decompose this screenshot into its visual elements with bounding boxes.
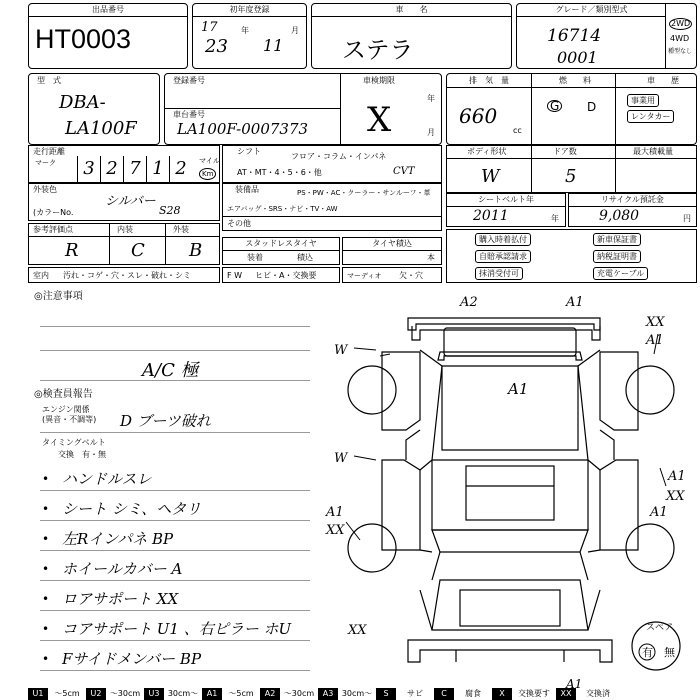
inspector-title: ◎検査員報告 — [34, 389, 93, 400]
notes-title: ◎注意事項 — [34, 291, 83, 302]
mileage-digit: 7 — [123, 156, 146, 182]
mileage-digit: 3 — [77, 156, 100, 182]
color-code: S28 — [159, 204, 181, 217]
recycle-value: 9,080 — [599, 208, 640, 224]
inspector-item: ホイールカバー A — [62, 560, 183, 578]
marker-condition-values: 欠・穴 — [399, 271, 423, 280]
color-label: 外装色 — [33, 185, 57, 194]
car-name-label: 車 名 — [312, 4, 511, 17]
mileage-label: 走行距離 — [33, 147, 65, 156]
first-registration-era: 17 — [201, 20, 218, 35]
mileage-unit-mile: マイル — [199, 157, 220, 165]
legend-value: 30cm〜 — [167, 689, 199, 698]
fuel-d: D — [587, 100, 597, 114]
shift-cvt: CVT — [393, 166, 415, 177]
legend-value: 腐食 — [465, 689, 481, 698]
inspector-rule — [40, 432, 310, 433]
inspection-label: 車検期限 — [363, 76, 395, 85]
tire-load-box — [342, 237, 442, 265]
grade-box — [516, 3, 697, 69]
recycle-label: リサイクル預託金 — [569, 194, 696, 207]
color-value: シルバー — [105, 194, 156, 209]
listing-number: HT0003 — [35, 24, 132, 54]
month-mark: 月 — [291, 26, 299, 35]
inspector-item: コアサポート U1 、右ピラー ホU — [62, 620, 292, 638]
mileage-unit-km: Km — [199, 168, 216, 180]
displacement-unit: cc — [513, 126, 522, 135]
model-type-label: 型 式 — [37, 76, 61, 85]
mark-right-front-xx: XX — [646, 315, 665, 330]
legend-value: サビ — [407, 689, 423, 698]
inspector-item: 左Rインパネ BP — [62, 530, 174, 548]
grade-top: 16714 — [547, 26, 602, 46]
list-item-bullet: • — [42, 532, 50, 546]
equipment-label: 装備品 — [235, 185, 259, 194]
engine-box — [446, 73, 697, 145]
mileage-digit: 2 — [169, 156, 192, 182]
drive-2wd: 2WD — [671, 19, 691, 28]
doc-charge-cable: 充電ケーブル — [593, 267, 648, 280]
legend-value: 〜30cm — [283, 689, 315, 698]
grade-label: グレード／類別型式 — [517, 4, 666, 17]
mark-w-left-rear: W — [334, 451, 348, 466]
equipment-row2: エアバッグ・SRS・ナビ・TV・AW — [227, 205, 338, 213]
spare-yes: 有 — [642, 647, 653, 659]
legend-key: A2 — [260, 688, 280, 700]
wheel-front-left — [348, 366, 396, 414]
body-value: W — [481, 166, 500, 187]
car-name: ステラ — [342, 36, 414, 64]
inspector-rule — [40, 490, 310, 491]
mileage-digit: 1 — [146, 156, 169, 182]
mileage-mark: マーク — [35, 159, 56, 167]
studless-loaded: 積込 — [297, 253, 313, 262]
spare-label: スペア — [646, 622, 674, 632]
wheel-front-right — [626, 366, 674, 414]
wheel-rear-right — [626, 524, 674, 572]
mileage-box — [28, 145, 220, 183]
engine-label: エンジン関係 — [42, 405, 90, 414]
mark-top-right: A1 — [566, 295, 584, 310]
fuel-g: G — [547, 100, 562, 112]
body-label: ボディ形状 — [467, 147, 507, 156]
marker-condition-row — [342, 267, 442, 283]
spare-no: 無 — [664, 647, 675, 659]
history-rental: レンタカー — [627, 110, 674, 123]
interior-score: C — [131, 240, 145, 261]
listing-number-label: 出品番号 — [29, 4, 187, 17]
doc-new-car-warranty: 新車保証書 — [593, 233, 641, 246]
drive-4wd: 4WD — [670, 34, 690, 43]
color-box — [28, 183, 220, 221]
chassis-label: 車台番号 — [173, 110, 205, 119]
list-item-bullet: • — [42, 472, 50, 486]
legend-value: 交換済 — [586, 689, 610, 698]
model-type-line1: DBA- — [59, 92, 106, 113]
first-registration-label: 初年度登録 — [193, 4, 306, 17]
inspector-item: シート シミ、ヘタリ — [62, 500, 202, 518]
legend-key: A1 — [202, 688, 222, 700]
inspector-item: ハンドルスレ — [62, 470, 152, 488]
first-registration-box — [192, 3, 307, 69]
inspector-item: Fサイドメンバー BP — [62, 650, 202, 668]
inspector-rule — [40, 520, 310, 521]
list-item-bullet: • — [42, 622, 50, 636]
rear-outline — [432, 580, 588, 630]
inspector-item: ロアサポート XX — [62, 590, 179, 608]
doc-purchase-notice: 購入時着払付 — [475, 233, 531, 246]
notes-rule — [40, 326, 310, 327]
timing-options: 交換 有・無 — [58, 450, 106, 459]
list-item-bullet: • — [42, 652, 50, 666]
vehicle-diagram — [320, 290, 700, 688]
legend-value: 交換要す — [518, 689, 550, 698]
mark-left-rear-xx: XX — [326, 523, 345, 538]
registration-label: 登録番号 — [173, 76, 205, 85]
notes-rule — [40, 350, 310, 351]
first-registration-year: 23 — [205, 36, 228, 57]
tire-load-unit: 本 — [427, 253, 435, 262]
mark-bottom-a1: A1 — [566, 677, 583, 688]
seatbelt-value: 2011 — [473, 208, 509, 224]
notes-line1: A/C 極 — [142, 360, 199, 381]
legend-key: C — [434, 688, 454, 700]
doc-auto-sale: 自賠承認請求 — [475, 250, 531, 263]
body-box — [446, 145, 697, 193]
mark-right-side-a1: A1 — [668, 469, 686, 484]
exterior-score-label: 外装 — [173, 225, 189, 234]
inspector-rule — [40, 670, 310, 671]
inspection-value: X — [367, 100, 392, 140]
legend-key: XX — [556, 688, 576, 700]
door-value: 5 — [565, 166, 577, 187]
mark-roof: A1 — [508, 380, 529, 398]
seatbelt-label: シートベルト年 — [447, 194, 565, 207]
model-type-line2: LA100F — [65, 118, 137, 139]
fw-condition-row — [222, 267, 340, 283]
interior-condition-row — [28, 267, 220, 283]
mark-top-left: A2 — [460, 295, 478, 310]
fw-condition-values: ヒビ・A・交換要 — [255, 271, 317, 280]
mark-w-left-front: W — [334, 343, 348, 358]
list-item-bullet: • — [42, 502, 50, 516]
recycle-unit: 円 — [683, 214, 691, 223]
interior-score-label: 内装 — [117, 225, 133, 234]
inspection-month-mark: 月 — [427, 128, 435, 137]
car-name-box — [311, 3, 512, 69]
exterior-score: B — [189, 240, 203, 261]
interior-condition-label: 室内 — [33, 271, 49, 280]
mark-bottom-left-xx: XX — [348, 623, 367, 638]
scores-box — [28, 223, 220, 265]
year-mark: 年 — [241, 26, 249, 35]
left-side-outline — [382, 352, 420, 430]
inspector-rule — [40, 580, 310, 581]
legend-key: U3 — [144, 688, 164, 700]
mark-left-rear-a1: A1 — [326, 505, 344, 520]
tire-load-label: タイヤ積込 — [343, 238, 441, 251]
color-code-label: (カラーNo. — [33, 208, 74, 217]
doc-tax-cert: 納税証明書 — [593, 250, 641, 263]
fuel-label: 燃 料 — [559, 76, 591, 85]
studless-label: スタッドレスタイヤ — [223, 238, 339, 251]
shift-options: フロア・コラム・インパネ — [291, 152, 387, 161]
right-side-outline — [600, 352, 638, 430]
legend-key: X — [492, 688, 512, 700]
list-item-bullet: • — [42, 592, 50, 606]
ref-score: R — [65, 240, 79, 261]
legend-value: 30cm〜 — [341, 689, 373, 698]
mark-right-side-xx: XX — [666, 489, 685, 504]
history-label: 車 歴 — [647, 76, 679, 85]
chassis-number: LA100F-0007373 — [177, 120, 309, 138]
drive-none: 種型なし — [668, 48, 693, 55]
list-item-bullet: • — [42, 562, 50, 576]
legend-key: S — [376, 688, 396, 700]
first-registration-month: 11 — [263, 36, 284, 55]
equipment-box — [222, 183, 442, 231]
listing-number-box — [28, 3, 188, 69]
engine-sublabel: (異音・不調等) — [42, 415, 97, 424]
grade-bottom: 0001 — [557, 48, 598, 67]
inspection-year-mark: 年 — [427, 94, 435, 103]
seatbelt-unit: 年 — [551, 214, 559, 223]
fw-condition-label: F W — [227, 271, 243, 280]
doc-erase-accept: 抹消受付可 — [475, 267, 523, 280]
shift-types: AT・MT・4・5・6・他 — [237, 168, 322, 177]
shift-box — [222, 145, 442, 183]
legend-key: A3 — [318, 688, 338, 700]
shift-label: シフト — [237, 147, 261, 156]
inspector-rule — [40, 610, 310, 611]
seatbelt-box — [446, 193, 566, 227]
model-type-box — [28, 73, 160, 145]
ref-score-label: 参考評価点 — [33, 225, 73, 234]
equipment-row3: その他 — [227, 219, 251, 228]
displacement-value: 660 — [459, 104, 498, 128]
documents-box — [446, 229, 697, 283]
interior-condition-values: 汚れ・コゲ・穴・スレ・破れ・シミ — [63, 271, 191, 280]
capacity-label: 最大積載量 — [633, 147, 673, 156]
legend-key: U2 — [86, 688, 106, 700]
mark-right-rear-a1: A1 — [650, 505, 668, 520]
registration-box — [164, 73, 442, 145]
recycle-box — [568, 193, 697, 227]
legend-value: 〜30cm — [109, 689, 141, 698]
legend-value: 〜5cm — [54, 689, 80, 698]
mileage-digit: 2 — [100, 156, 123, 182]
displacement-label: 排 気 量 — [469, 76, 509, 85]
legend-key: U1 — [28, 688, 48, 700]
equipment-row1: PS・PW・AC・クーラー・サンルーフ・革 — [297, 189, 431, 197]
studless-fitted: 装着 — [247, 253, 263, 262]
engine-note: D ブーツ破れ — [120, 412, 211, 430]
legend-value: 〜5cm — [228, 689, 254, 698]
mark-right-front-a1: A1 — [646, 333, 664, 348]
wheel-rear-left — [348, 524, 396, 572]
marker-condition-label: マーディオ — [347, 272, 382, 280]
history-business: 事業用 — [627, 94, 659, 107]
inspector-rule — [40, 640, 310, 641]
inspector-rule — [40, 550, 310, 551]
door-label: ドア数 — [553, 147, 577, 156]
timing-label: タイミングベルト — [42, 438, 106, 447]
studless-box — [222, 237, 340, 265]
notes-rule — [40, 380, 310, 381]
